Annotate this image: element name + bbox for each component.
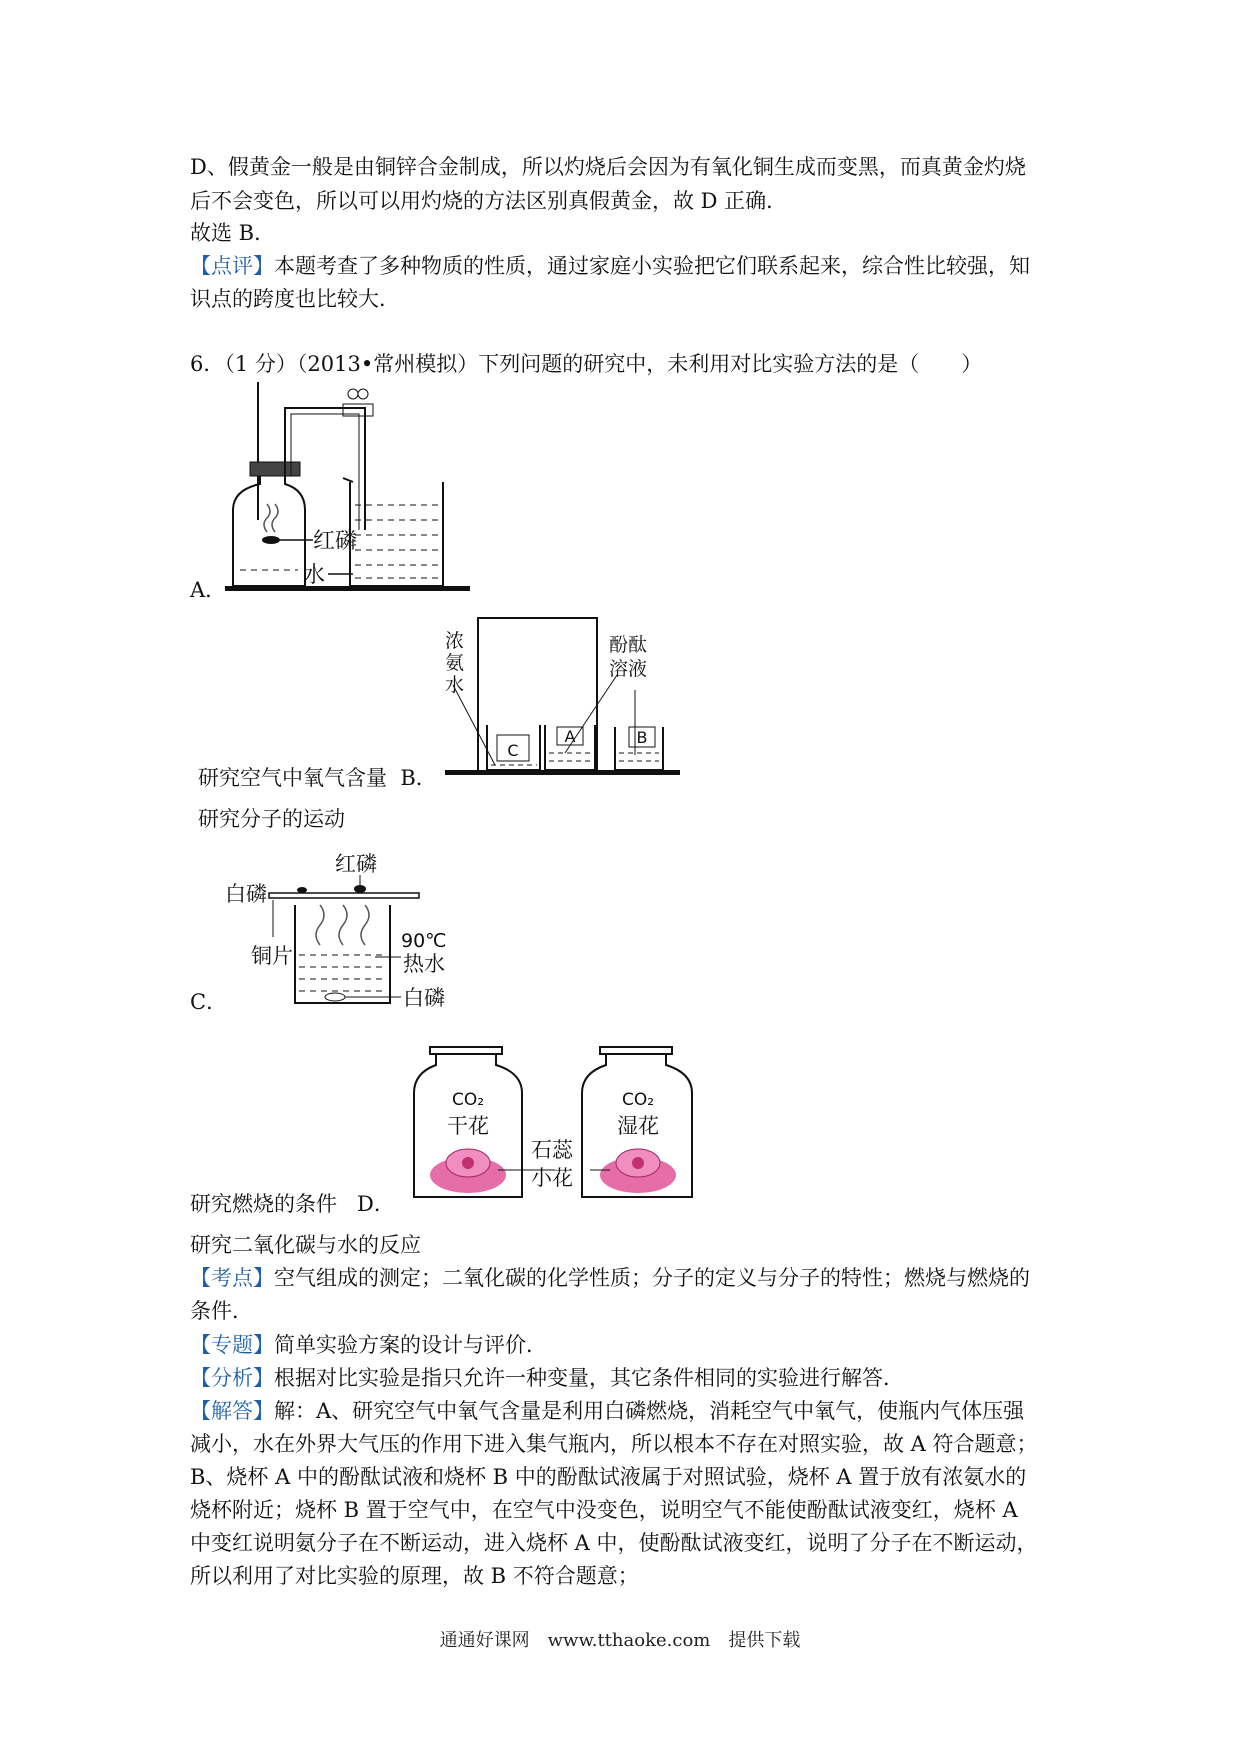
label-copper-plate: 铜片 [251, 944, 293, 968]
option-c-caption [190, 1191, 395, 1217]
option-c-caption-text: 研究燃烧的条件 [190, 1192, 337, 1216]
jieda-line1 [190, 1397, 1024, 1425]
label-small-flower: 小花 [531, 1166, 573, 1190]
kaodian-line1 [190, 1264, 1030, 1292]
option-d-letter: D． [357, 1192, 395, 1216]
zhuanti-line [190, 1331, 547, 1359]
label-white-phosphorus-bottom: 白磷 [403, 986, 445, 1010]
option-d-caption: 研究二氧化碳与水的反应 [190, 1233, 421, 1257]
beaker-c-label: C [507, 741, 519, 760]
label-water: 水 [303, 563, 326, 588]
fenxi-line [190, 1364, 904, 1392]
option-d-explanation-line2: 后不会变色，所以可以用灼烧的方法区别真假黄金，故 D 正确． [190, 189, 788, 213]
figure-a-apparatus [225, 380, 470, 600]
label-ammonia-1: 浓 [445, 630, 465, 652]
jieda-line6: 所以利用了对比实验的原理，故 B 不符合题意； [190, 1564, 639, 1588]
option-a-letter: A． [190, 578, 227, 602]
zhuanti-tag: 【专题】 [190, 1333, 274, 1357]
label-wet-flower: 湿花 [617, 1114, 659, 1138]
label-red-phosphorus-c: 红磷 [335, 852, 377, 876]
option-a-caption [198, 765, 437, 791]
question-6-stem: 6．（1 分）（2013•常州模拟）下列问题的研究中，未利用对比实验方法的是（ ） [190, 352, 983, 376]
figure-c-apparatus [225, 845, 475, 1015]
page-footer: 通通好课网 www.tthaoke.com 提供下载 [439, 1630, 801, 1651]
label-co2-left: CO₂ [451, 1090, 485, 1110]
label-ammonia-3: 水 [445, 674, 465, 696]
option-b-caption: 研究分子的运动 [198, 807, 345, 831]
label-solution: 溶液 [609, 658, 648, 680]
fenxi-text: 根据对比实验是指只允许一种变量，其它条件相同的实验进行解答． [274, 1366, 904, 1390]
jieda-text: 解：A、研究空气中氧气含量是利用白磷燃烧，消耗空气中氧气，使瓶内气体压强 [274, 1399, 1025, 1423]
jieda-line3: B、烧杯 A 中的酚酞试液和烧杯 B 中的酚酞试液属于对照试验，烧杯 A 置于放有浓氨水的 [190, 1465, 1027, 1489]
label-hot-water: 热水 [403, 952, 445, 976]
fenxi-tag: 【分析】 [190, 1366, 274, 1390]
option-a-caption-text: 研究空气中氧气含量 [198, 766, 387, 790]
figure-d-apparatus [410, 1045, 730, 1205]
label-ammonia-2: 氨 [445, 652, 465, 674]
answer-choice: 故选 B． [190, 221, 276, 245]
label-co2-right: CO₂ [621, 1090, 655, 1110]
review-line1 [190, 252, 1030, 280]
jieda-line5: 中变红说明氨分子在不断运动，进入烧杯 A 中，使酚酞试液变红，说明了分子在不断运动， [190, 1531, 1038, 1555]
figure-b-apparatus [445, 615, 680, 780]
option-d-explanation-line1: D、假黄金一般是由铜锌合金制成，所以灼烧后会因为有氧化铜生成而变黑，而真黄金灼烧 [190, 155, 1026, 179]
kaodian-tag: 【考点】 [190, 1266, 274, 1290]
zhuanti-text: 简单实验方案的设计与评价． [274, 1333, 547, 1357]
review-text: 本题考查了多种物质的性质，通过家庭小实验把它们联系起来，综合性比较强，知 [274, 254, 1030, 278]
label-red-phosphorus: 红磷 [313, 529, 358, 554]
label-dry-flower: 干花 [447, 1114, 489, 1138]
review-tag: 【点评】 [190, 254, 274, 278]
label-temperature: 90℃ [401, 930, 447, 952]
option-b-letter: B． [400, 766, 437, 790]
label-litmus: 石蕊 [531, 1138, 573, 1162]
label-phenolphthalein: 酚酞 [609, 634, 648, 656]
jieda-line2: 减小，水在外界大气压的作用下进入集气瓶内，所以根本不存在对照实验，故 A 符合题意； [190, 1432, 1038, 1456]
wet-flower-graphic [600, 1149, 676, 1193]
option-c-letter: C． [190, 990, 228, 1014]
beaker-b-label: B [636, 728, 648, 747]
review-line2: 识点的跨度也比较大． [190, 287, 400, 311]
dry-flower-graphic [430, 1149, 506, 1193]
jieda-tag: 【解答】 [190, 1399, 274, 1423]
label-white-phosphorus-top: 白磷 [225, 882, 267, 906]
jieda-line4: 烧杯附近；烧杯 B 置于空气中，在空气中没变色，说明空气不能使酚酞试液变红，烧杯 A [190, 1498, 1018, 1522]
kaodian-text: 空气组成的测定；二氧化碳的化学性质；分子的定义与分子的特性；燃烧与燃烧的 [274, 1266, 1030, 1290]
beaker-a-label: A [564, 727, 576, 746]
kaodian-line2: 条件． [190, 1299, 253, 1323]
